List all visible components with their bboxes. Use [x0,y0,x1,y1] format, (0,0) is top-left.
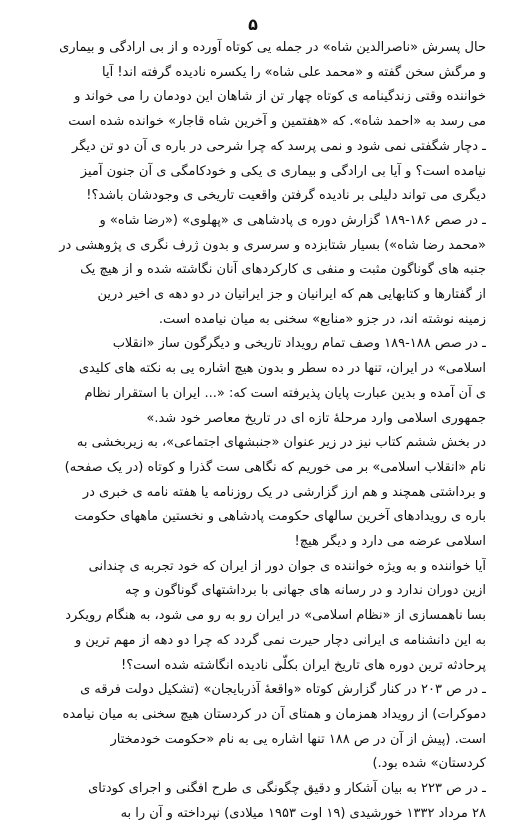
text-line: زمینه نوشته اند، در جزو «منابع» سخنی به میان نیامده است. [158,311,486,327]
text-line: در بخش ششم کتاب نیز در زیر عنوان «جنبشهای اجتماعی»، به زیربخشی به [76,435,486,451]
text-line: از گفتارها و کتابهایی هم که ایرانیان و جز ایرانیان در دو دهه ی اخیر درین [97,287,486,303]
text-line: ـ دچار شگفتی نمی شود و نمی پرسد که چرا شرحی در باره ی آن دو تن دیگر [72,138,486,154]
text-line: باره ی رویدادهای آخرین سالهای حکومت پادشاهی و نخستین ماههای حکومت [74,509,486,525]
text-line: نیامده است؟ و آیا بی ارادگی و بیماری ی یکی و خودکامگی ی آن جنون آمیز [80,163,486,179]
text-line: پرحادثه ترین دوره های تاریخ ایران بکلّی نادیده انگاشته شده است؟! [121,657,486,673]
text-line: اسلامی عرضه می دارد و دیگر هیچ! [294,534,486,550]
text-line: آیا خواننده و به ویژه خواننده ی جوان دور از ایران که خود تجربه ی چندانی [88,558,486,574]
text-line: «محمد رضا شاه») بسیار شتابزده و سرسری و بدون ژرف نگری ی پژوهشی در [59,237,486,253]
text-line: ۲۸ مرداد ۱۳۳۲ خورشیدی (۱۹ اوت ۱۹۵۳ میلادی) نپرداخته و آن را به [120,805,486,821]
text-line: است. (پیش از آن در ص ۱۸۸ تنها اشاره یی به نام «حکومت خودمختار [110,731,486,747]
text-line: خواننده وقتی زندگینامه ی کوتاه چهار تن از شاهان این دودمان را می خواند و [74,89,486,105]
text-line: دموکرات) از رویداد همزمان و همتای آن در کردستان هیچ سخنی به میان نیامده [62,706,486,722]
text-line: کردستان» شده بود.) [372,756,486,772]
text-line: اسلامی» در ایران، تنها در ده سطر و بدون هیچ اشاره یی به نکته های کلیدی [78,361,486,377]
body-text [20,36,486,827]
text-line: بسا ناهمسازی از «نظام اسلامی» در ایران رو به رو می شود، به هنگام رویکرد [65,608,486,624]
text-line: و برداشتی همچند و هم ارز گزارشی در یک روزنامه یا هفته نامه ی خبری در [82,484,486,500]
text-line: می رسد به «احمد شاه». که «هفتمین و آخرین شاه قاجار» خوانده شده است [68,114,486,130]
text-line: نام «انقلاب اسلامی» بر می خوریم که نگاهی ست گذرا و کوتاه (در یک صفحه) [64,459,486,475]
text-line: ـ در صص ۱۸۸-۱۸۹ وصف تمام رویداد تاریخی و دیگرگون ساز «انقلاب [112,336,486,352]
text-line: جنبه های گوناگون مثبت و منفی ی کارکردهای آنان نگاشته شده و از هیچ یک [80,262,486,278]
text-line: به این دانشنامه ی ایرانی دچار حیرت نمی گردد که چرا دو دهه از مهم ترین و [75,632,486,648]
text-line: ی آن آمده و بدین عبارت پایان پذیرفته است که: «... ایران با استقرار نظام [84,385,486,401]
text-line: و مرگش سخن گفته و «محمد علی شاه» را یکسره نادیده گرفته اند! آیا [102,64,486,80]
text-line: دیگری می تواند دلیلی بر نادیده گرفتن واقعیت تاریخی ی وجودشان باشد؟! [86,188,486,204]
text-line: ازین دوران ندارد و در رسانه های جهانی با برداشتهای گوناگون و چه [124,583,486,599]
text-line: ـ در ص ۲۰۳ در کنار گزارش کوتاه «واقعهٔ آذربایجان» (تشکیل دولت فرقه ی [80,682,486,698]
text-line: ـ در ص ۲۲۳ به بیان آشکار و دقیق چگونگی ی طرح افگنی و اجرای کودتای [88,781,486,797]
text-line: ـ در صص ۱۸۶-۱۸۹ گزارش دوره ی پادشاهی ی «پهلوی» («رضا شاه» و [99,212,486,228]
text-line: جمهوری اسلامی وارد مرحلهٔ تازه ای در تاریخ معاصر خود شد.» [146,410,486,426]
page-number: ۵ [248,15,258,34]
text-line: حال پسرش «ناصرالدین شاه» در جمله یی کوتاه آورده و از بی ارادگی و بیماری [59,40,486,55]
